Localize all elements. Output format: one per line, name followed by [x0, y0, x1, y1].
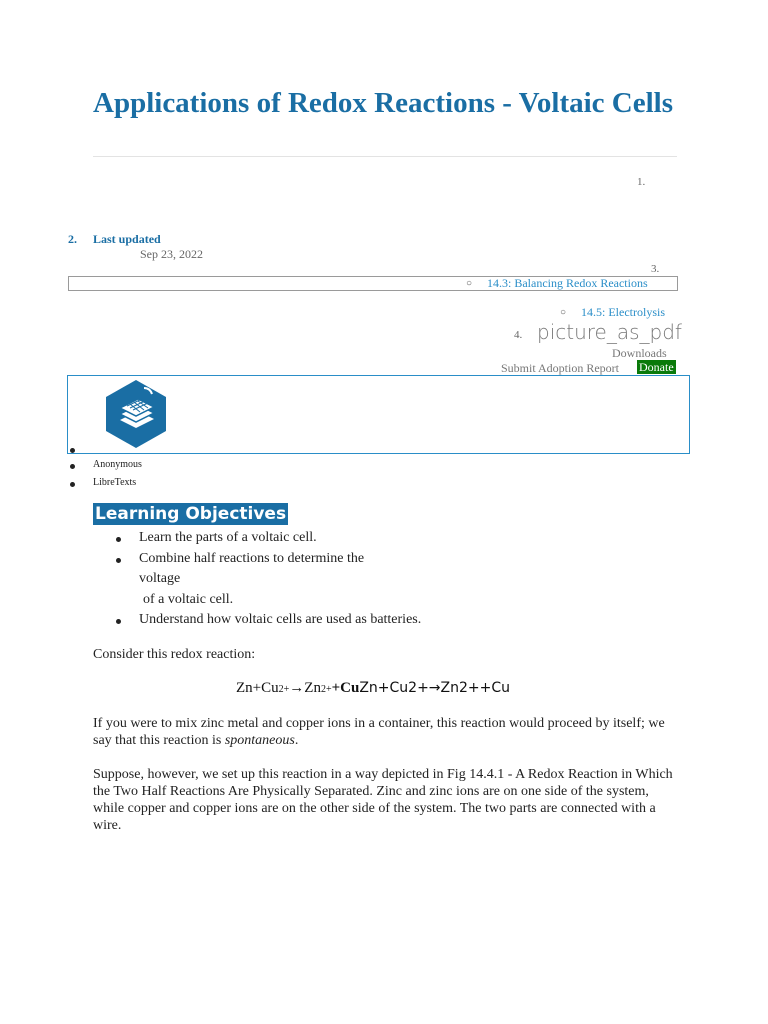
last-updated-label: Last updated [93, 232, 161, 246]
objective-item-3: Understand how voltaic cells are used as batteries. [139, 612, 422, 627]
objective-bullet-3 [116, 619, 121, 624]
last-updated-date: Sep 23, 2022 [140, 247, 203, 261]
objective-item-2-end: of a voltaic cell. [143, 592, 234, 607]
equation-bold-3: +Cu [331, 680, 360, 696]
author-anonymous: Anonymous [93, 459, 142, 470]
paragraph-1-text: If you were to mix zinc metal and copper ions in a container, this reaction would proceed by itself; we say that this reaction is [93, 716, 665, 748]
donate-button[interactable]: Donate [639, 360, 674, 374]
objective-item-2: Combine half reactions to determine the [139, 551, 365, 566]
submit-adoption-report-link[interactable]: Submit Adoption Report [501, 361, 620, 375]
objective-bullet-1 [116, 537, 121, 542]
objective-item-2-voltage: voltage [139, 571, 181, 586]
equation-bold-2: →Zn [289, 680, 321, 696]
equation-sup-1: 2+ [278, 684, 290, 695]
equation-plain: Zn+Cu2+→Zn2++Cu [359, 680, 511, 696]
libretexts-logo-icon[interactable] [100, 378, 172, 450]
empty-bullet [70, 448, 75, 453]
author-bullet-1 [70, 464, 75, 469]
paragraph-spontaneous [93, 715, 683, 749]
intro-text: Consider this redox reaction: [93, 647, 256, 662]
next-page-link[interactable]: 14.5: Electrolysis [581, 305, 665, 319]
list-number-1: 1. [637, 176, 646, 188]
title-divider [93, 156, 677, 157]
objective-bullet-2 [116, 558, 121, 563]
list-number-3: 3. [651, 263, 660, 275]
equation-sup-2: 2+ [320, 684, 332, 695]
page-title: Applications of Redox Reactions - Voltaic Cells [93, 87, 673, 119]
learning-objectives-heading: Learning Objectives [95, 504, 287, 524]
picture-as-pdf-icon[interactable]: picture_as_pdf [537, 320, 682, 344]
objective-item-1: Learn the parts of a voltaic cell. [139, 530, 317, 545]
equation-bold-1: Zn+Cu [236, 680, 279, 696]
nav-bullet-prev: ○ [466, 278, 473, 289]
redox-equation [236, 680, 510, 697]
paragraph-1-end: . [294, 733, 299, 748]
list-number-2: 2. [68, 232, 77, 246]
author-libretexts: LibreTexts [93, 477, 137, 488]
prev-page-link[interactable]: 14.3: Balancing Redox Reactions [487, 276, 648, 290]
paragraph-setup: Suppose, however, we set up this reaction in a way depicted in Fig 14.4.1 - A Redox Reaction in Which the Two Half Reactions Are Physically Separated. Zinc and zinc ions are on one side of the system, while copper and copper ions are on the other side of the system. The two parts are connected with a wire. [93, 767, 673, 833]
paragraph-1-emphasis: spontaneous [224, 733, 295, 748]
author-bullet-2 [70, 482, 75, 487]
downloads-label[interactable]: Downloads [612, 346, 667, 360]
nav-bullet-next: ○ [560, 307, 567, 318]
list-number-4: 4. [514, 329, 523, 341]
